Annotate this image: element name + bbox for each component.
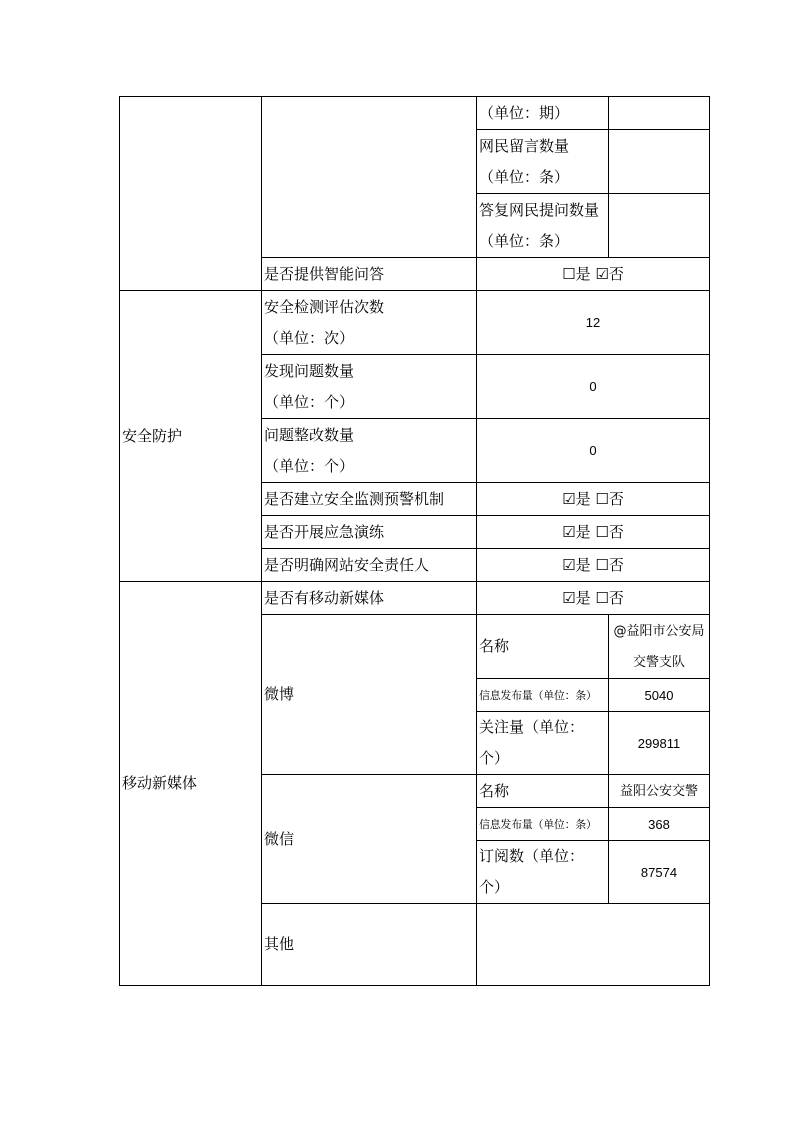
monitor-no-checkbox[interactable]: ☐: [595, 489, 609, 508]
weibo-name-label: 名称: [477, 615, 609, 679]
assess-count-cell: [262, 291, 477, 355]
fixed-issues-value: 0: [477, 419, 710, 483]
period-unit: （单位：期）: [479, 103, 570, 122]
media-yes-label: 是: [575, 588, 591, 607]
wechat-name-label: 名称: [477, 775, 609, 808]
monitor-yes-checkbox[interactable]: ☑: [562, 489, 576, 508]
other-media-value: [477, 904, 710, 986]
security-owner-label: 是否明确网站安全责任人: [262, 549, 477, 582]
assess-count-value: 12: [477, 291, 710, 355]
media-yes-checkbox[interactable]: ☑: [562, 588, 576, 607]
fixed-issues-unit: （单位：个）: [264, 456, 355, 475]
reply-count-unit: （单位：条）: [479, 231, 570, 250]
owner-yes-checkbox[interactable]: ☑: [562, 555, 576, 574]
reply-count-label: 答复网民提问数量: [479, 200, 600, 219]
smart-qa-no-label: 否: [608, 264, 624, 283]
weibo-name-line2: 交警支队: [632, 654, 685, 670]
monitor-mechanism-label: 是否建立安全监测预警机制: [262, 483, 477, 516]
comment-count-value: [609, 130, 710, 194]
comment-count-label: 网民留言数量: [479, 136, 570, 155]
weibo-followers-value: 299811: [609, 712, 710, 775]
media-section-label: 移动新媒体: [120, 582, 262, 986]
monitor-mechanism-choice: [477, 483, 710, 516]
found-issues-unit: （单位：个）: [264, 392, 355, 411]
monitor-yes-label: 是: [575, 489, 591, 508]
weibo-name-line1: @益阳市公安局: [613, 623, 705, 639]
fixed-issues-cell: [262, 419, 477, 483]
emergency-drill-choice: [477, 516, 710, 549]
reply-count-cell: [477, 194, 609, 258]
other-media-label: 其他: [262, 904, 477, 986]
assess-count-label: 安全检测评估次数: [264, 297, 385, 316]
weibo-posts-value: 5040: [609, 679, 710, 712]
period-value-cell: [609, 97, 710, 130]
wechat-label: 微信: [262, 775, 477, 904]
found-issues-label: 发现问题数量: [264, 361, 355, 380]
comment-count-unit: （单位：条）: [479, 167, 570, 186]
drill-yes-label: 是: [575, 522, 591, 541]
weibo-posts-label: 信息发布量（单位：条）: [477, 679, 609, 712]
smart-qa-yes-checkbox[interactable]: ☐: [562, 264, 576, 283]
found-issues-value: 0: [477, 355, 710, 419]
smart-qa-choice: [477, 258, 710, 291]
has-media-label: 是否有移动新媒体: [262, 582, 477, 615]
fixed-issues-label: 问题整改数量: [264, 425, 355, 444]
found-issues-cell: [262, 355, 477, 419]
media-no-checkbox[interactable]: ☐: [595, 588, 609, 607]
continued-item-cell: [262, 97, 477, 258]
period-unit-cell: [477, 97, 609, 130]
emergency-drill-label: 是否开展应急演练: [262, 516, 477, 549]
drill-no-checkbox[interactable]: ☐: [595, 522, 609, 541]
wechat-subscribers-value: 87574: [609, 841, 710, 904]
owner-yes-label: 是: [575, 555, 591, 574]
wechat-subscribers-label: 订阅数（单位：个）: [477, 841, 609, 904]
wechat-name-value: 益阳公安交警: [609, 775, 710, 808]
owner-no-checkbox[interactable]: ☐: [595, 555, 609, 574]
media-no-label: 否: [608, 588, 624, 607]
comment-count-cell: [477, 130, 609, 194]
assess-count-unit: （单位：次）: [264, 328, 355, 347]
weibo-name-value: [609, 615, 710, 679]
security-owner-choice: [477, 549, 710, 582]
owner-no-label: 否: [608, 555, 624, 574]
statistics-table: [119, 96, 710, 986]
weibo-followers-label: 关注量（单位：个）: [477, 712, 609, 775]
smart-qa-yes-label: 是: [575, 264, 591, 283]
drill-yes-checkbox[interactable]: ☑: [562, 522, 576, 541]
continued-section-cell: [120, 97, 262, 291]
wechat-posts-value: 368: [609, 808, 710, 841]
smart-qa-no-checkbox[interactable]: ☑: [595, 264, 609, 283]
reply-count-value: [609, 194, 710, 258]
has-media-choice: [477, 582, 710, 615]
drill-no-label: 否: [608, 522, 624, 541]
monitor-no-label: 否: [608, 489, 624, 508]
smart-qa-label: 是否提供智能问答: [262, 258, 477, 291]
security-section-label: 安全防护: [120, 291, 262, 582]
wechat-posts-label: 信息发布量（单位：条）: [477, 808, 609, 841]
weibo-label: 微博: [262, 615, 477, 775]
